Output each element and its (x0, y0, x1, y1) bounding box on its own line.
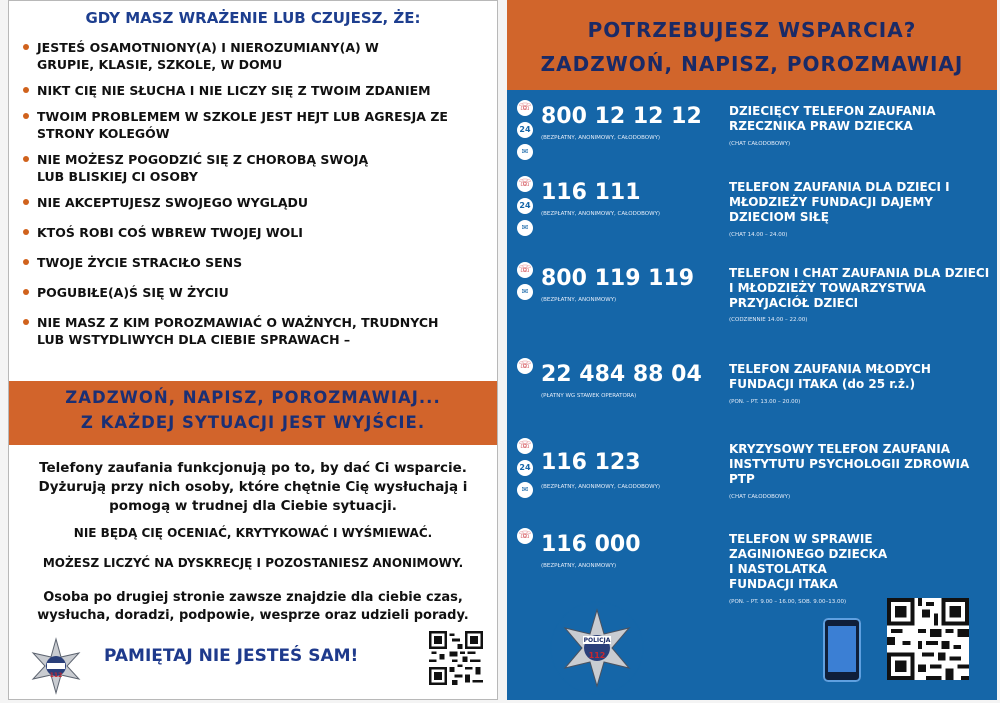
helpline-description (729, 266, 991, 324)
helpline-name: TELEFON ZAUFANIA MŁODYCH FUNDACJI ITAKA (do 25 r.ż.) (729, 362, 931, 391)
list-item-text: KTOŚ ROBI COŚ WBREW TWOJEJ WOLI (37, 225, 303, 240)
phone-number[interactable]: 800 12 12 12 (541, 104, 702, 129)
phone-number[interactable]: 116 000 (541, 532, 641, 557)
number-note: (BEZPŁATNY, ANONIMOWY, CAŁODOBOWY) (541, 484, 661, 490)
bullet-icon (23, 199, 29, 205)
bullet-icon (23, 289, 29, 295)
list-item-text: TWOJE ŻYCIE STRACIŁO SENS (37, 255, 243, 270)
24h-icon: 24 (517, 198, 533, 214)
bullet-icon (23, 87, 29, 93)
discretion-text: MOŻESZ LICZYĆ NA DYSKRECJĘ I POZOSTANIESZ ANONIMOWY. (42, 556, 464, 570)
left-panel (8, 0, 498, 700)
list-item (23, 254, 483, 271)
remember-text: PAMIĘTAJ NIE JESTEŚ SAM! (104, 646, 359, 666)
helpline-entry (507, 438, 997, 514)
phone-icon: ☏ (517, 262, 533, 278)
left-banner (9, 381, 497, 445)
phone-icon: ☏ (517, 100, 533, 116)
list-item-text: POGUBIŁE(A)Ś SIĘ W ŻYCIU (37, 285, 229, 300)
police-badge-logo (547, 598, 647, 702)
feelings-list (23, 39, 483, 348)
right-panel (507, 0, 997, 700)
helpline-name: KRYZYSOWY TELEFON ZAUFANIA INSTYTUTU PSYCHOLOGII ZDROWIA PTP (729, 442, 970, 486)
number-note: (BEZPŁATNY, ANONIMOWY) (541, 297, 617, 303)
helpline-name: DZIECIĘCY TELEFON ZAUFANIA RZECZNIKA PRAW DZIECKA (729, 104, 936, 133)
helpline-hours: (CHAT CAŁODOBOWY) (729, 494, 791, 500)
no-judgement-text: NIE BĘDĄ CIĘ OCENIAĆ, KRYTYKOWAĆ I WYŚMIEWAĆ. (73, 526, 433, 540)
list-item-text: NIE MOŻESZ POGODZIĆ SIĘ Z CHOROBĄ SWOJĄ LUB BLISKIEJ CI OSOBY (37, 152, 369, 184)
helpline-name: TELEFON I CHAT ZAUFANIA DLA DZIECI I MŁODZIEŻY TOWARZYSTWA PRZYJACIÓŁ DZIECI (729, 266, 990, 310)
helpline-hours: (PON. – PT. 13.00 – 20.00) (729, 399, 801, 405)
smartphone-screen (828, 626, 856, 672)
badge-number: 112 (49, 672, 63, 679)
bullet-icon (23, 44, 29, 50)
helpline-hours: (CODZIENNIE 14.00 – 22.00) (729, 317, 808, 323)
helpline-entry (507, 528, 997, 608)
list-item (23, 314, 467, 348)
helpline-entry (507, 358, 997, 418)
list-item-text: NIE AKCEPTUJESZ SWOJEGO WYGLĄDU (37, 195, 309, 210)
phone-number[interactable]: 800 119 119 (541, 266, 695, 291)
contact-icons (517, 176, 539, 242)
helpline-description (729, 532, 889, 606)
number-note: (BEZPŁATNY, ANONIMOWY) (541, 563, 617, 569)
list-item (23, 108, 457, 142)
list-item-text: JESTEŚ OSAMOTNIONY(A) I NIEROZUMIANY(A) W GRUPIE, KLASIE, SZKOLE, W DOMU (37, 40, 379, 72)
phone-number[interactable]: 116 111 (541, 180, 641, 205)
badge-number: 112 (588, 651, 606, 660)
helpline-name: TELEFON W SPRAWIE ZAGINIONEGO DZIECKA I NASTOLATKA FUNDACJI ITAKA (729, 532, 888, 591)
list-item (23, 151, 387, 185)
helpline-description (729, 104, 991, 148)
contact-icons (517, 528, 539, 550)
list-item-text: NIE MASZ Z KIM POROZMAWIAĆ O WAŻNYCH, TRUDNYCH LUB WSTYDLIWYCH DLA CIEBIE SPRAWACH – (37, 315, 439, 347)
chat-icon: ✉ (517, 220, 533, 236)
contact-icons (517, 262, 539, 306)
bullet-icon (23, 259, 29, 265)
bullet-icon (23, 156, 29, 162)
chat-icon: ✉ (517, 482, 533, 498)
phone-icon: ☏ (517, 438, 533, 454)
right-banner-line1: POTRZEBUJESZ WSPARCIA? (587, 18, 917, 42)
list-item-text: NIKT CIĘ NIE SŁUCHA I NIE LICZY SIĘ Z TWOIM ZDANIEM (37, 83, 431, 98)
list-item (23, 194, 483, 211)
left-banner-line2: Z KAŻDEJ SYTUACJI JEST WYJŚCIE. (80, 413, 426, 432)
helpline-entry (507, 176, 997, 256)
helpline-description (729, 180, 991, 239)
bullet-icon (23, 319, 29, 325)
support-paragraph: Telefony zaufania funkcjonują po to, by dać Ci wsparcie. Dyżurują przy nich osoby, które chętnie Cię wysłuchają i pomogą w trudnej dla Ciebie sytuacji. (38, 460, 468, 514)
police-badge-logo (23, 633, 89, 703)
24h-icon: 24 (517, 460, 533, 476)
left-banner-line1: ZADZWOŃ, NAPISZ, POROZMAWIAJ... (65, 388, 441, 407)
contact-icons (517, 100, 539, 166)
phone-number[interactable]: 22 484 88 04 (541, 362, 702, 387)
number-note: (BEZPŁATNY, ANONIMOWY, CAŁODOBOWY) (541, 135, 661, 141)
left-heading: GDY MASZ WRAŻENIE LUB CZUJESZ, ŻE: (85, 9, 421, 27)
phone-icon: ☏ (517, 358, 533, 374)
helpline-hours: (CHAT CAŁODOBOWY) (729, 141, 791, 147)
right-banner-line2: ZADZWOŃ, NAPISZ, POROZMAWIAJ (540, 52, 964, 76)
chat-icon: ✉ (517, 144, 533, 160)
contact-icons (517, 358, 539, 380)
list-item (23, 82, 483, 99)
helpline-hours: (PON. – PT. 9.00 – 16.00, SOB. 9.00–13.00) (729, 599, 847, 605)
helpline-description (729, 362, 991, 406)
right-banner (507, 0, 997, 90)
helpline-entry (507, 262, 997, 346)
contact-icons (517, 438, 539, 504)
chat-icon: ✉ (517, 284, 533, 300)
list-item (23, 224, 483, 241)
24h-icon: 24 (517, 122, 533, 138)
list-item-text: TWOIM PROBLEMEM W SZKOLE JEST HEJT LUB AGRESJA ZE STRONY KOLEGÓW (37, 109, 448, 141)
phone-icon: ☏ (517, 528, 533, 544)
list-item (23, 284, 483, 301)
qr-code[interactable] (429, 631, 483, 689)
helpline-hours: (CHAT 14.00 – 24.00) (729, 232, 788, 238)
helpline-entry (507, 100, 997, 170)
time-for-you-text: Osoba po drugiej stronie zawsze znajdzie dla ciebie czas, wysłucha, doradzi, podpowie, wesprze oraz udzieli porady. (37, 590, 469, 623)
number-note: (PŁATNY WG STAWEK OPERATORA) (541, 393, 637, 399)
bullet-icon (23, 229, 29, 235)
phone-icon: ☏ (517, 176, 533, 192)
qr-code[interactable] (887, 598, 969, 684)
phone-number[interactable]: 116 123 (541, 450, 641, 475)
number-note: (BEZPŁATNY, ANONIMOWY, CAŁODOBOWY) (541, 211, 661, 217)
helpline-name: TELEFON ZAUFANIA DLA DZIECI I MŁODZIEŻY FUNDACJI DAJEMY DZIECIOM SIŁĘ (729, 180, 950, 224)
bullet-icon (23, 113, 29, 119)
badge-center-text: POLICJA (583, 637, 611, 644)
helpline-description (729, 442, 991, 501)
smartphone-icon (823, 618, 861, 682)
list-item (23, 39, 397, 73)
